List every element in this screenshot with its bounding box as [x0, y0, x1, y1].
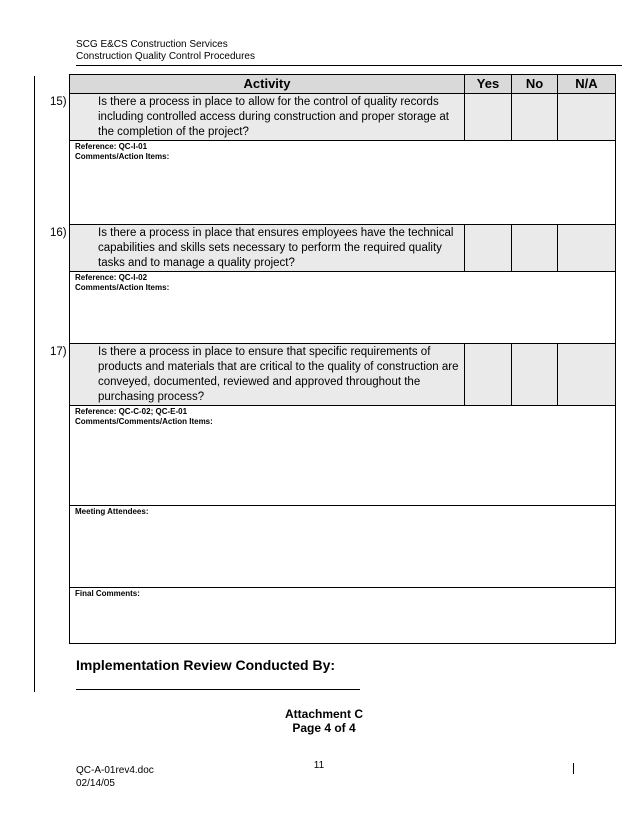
- table-header-row: [70, 75, 616, 94]
- footer-doc-name: QC-A-01rev4.doc: [76, 765, 154, 776]
- col-no: No: [512, 75, 558, 94]
- na-box-15[interactable]: [558, 94, 616, 141]
- footer-date: 02/14/05: [76, 778, 115, 789]
- footer-margin-mark: [573, 763, 574, 774]
- na-box-17[interactable]: [558, 344, 616, 406]
- attachment-label: Attachment C: [284, 707, 363, 721]
- question-number: 16): [50, 227, 67, 239]
- comments-row-17: [70, 406, 616, 506]
- comments-row-15: [70, 141, 616, 225]
- col-activity: Activity: [70, 75, 465, 94]
- question-row-17: [70, 344, 616, 406]
- signature-line[interactable]: [76, 689, 360, 690]
- col-na: N/A: [558, 75, 616, 94]
- header-company: SCG E&CS Construction Services: [76, 39, 228, 50]
- question-text-16: [50, 225, 465, 272]
- meeting-attendees-label: Meeting Attendees:: [75, 507, 149, 516]
- yes-box-15[interactable]: [465, 94, 512, 141]
- header-subtitle: Construction Quality Control Procedures: [76, 51, 255, 62]
- header-divider: [76, 65, 622, 66]
- yes-box-16[interactable]: [465, 225, 512, 272]
- question-text-15: [50, 94, 465, 141]
- no-box-15[interactable]: [512, 94, 558, 141]
- comments-field-15[interactable]: [70, 141, 616, 225]
- comments-label: Comments/Action Items:: [75, 152, 170, 161]
- question-number: 17): [50, 346, 67, 358]
- revision-bar: [34, 76, 35, 692]
- attachment-page: Page 4 of 4: [292, 721, 356, 735]
- question-body: Is there a process in place that ensures employees have the technical capabilities and skills sets necessary to perform the required quality tasks and to manage a quality project?: [98, 227, 454, 269]
- meeting-attendees-field[interactable]: [70, 506, 616, 588]
- final-comments-label: Final Comments:: [75, 589, 140, 598]
- question-text-17: [50, 344, 465, 406]
- na-box-16[interactable]: [558, 225, 616, 272]
- question-body: Is there a process in place to ensure that specific requirements of products and materials that are critical to the quality of construction are conveyed, documented, reviewed and approved throughout the purchasing process?: [98, 346, 459, 403]
- implementation-review-title: Implementation Review Conducted By:: [76, 657, 336, 673]
- quality-checklist-table: [50, 74, 616, 644]
- final-comments-row: [70, 588, 616, 644]
- reference-label: Reference: QC-C-02; QC-E-01: [75, 407, 188, 416]
- comments-row-16: [70, 272, 616, 344]
- final-comments-field[interactable]: [70, 588, 616, 644]
- no-box-16[interactable]: [512, 225, 558, 272]
- question-body: Is there a process in place to allow for the control of quality records including controlled access during construction and proper storage at the completion of the project?: [98, 96, 449, 138]
- meeting-attendees-row: [70, 506, 616, 588]
- reference-label: Reference: QC-I-01: [75, 142, 148, 151]
- question-row-16: [70, 225, 616, 272]
- comments-field-16[interactable]: [70, 272, 616, 344]
- comments-field-17[interactable]: [70, 406, 616, 506]
- page-number: 11: [313, 760, 325, 771]
- yes-box-17[interactable]: [465, 344, 512, 406]
- question-number: 15): [50, 96, 67, 108]
- reference-label: Reference: QC-I-02: [75, 273, 148, 282]
- comments-label: Comments/Action Items:: [75, 283, 170, 292]
- comments-label: Comments/Comments/Action Items:: [75, 417, 213, 426]
- no-box-17[interactable]: [512, 344, 558, 406]
- col-yes: Yes: [465, 75, 512, 94]
- question-row-15: [70, 94, 616, 141]
